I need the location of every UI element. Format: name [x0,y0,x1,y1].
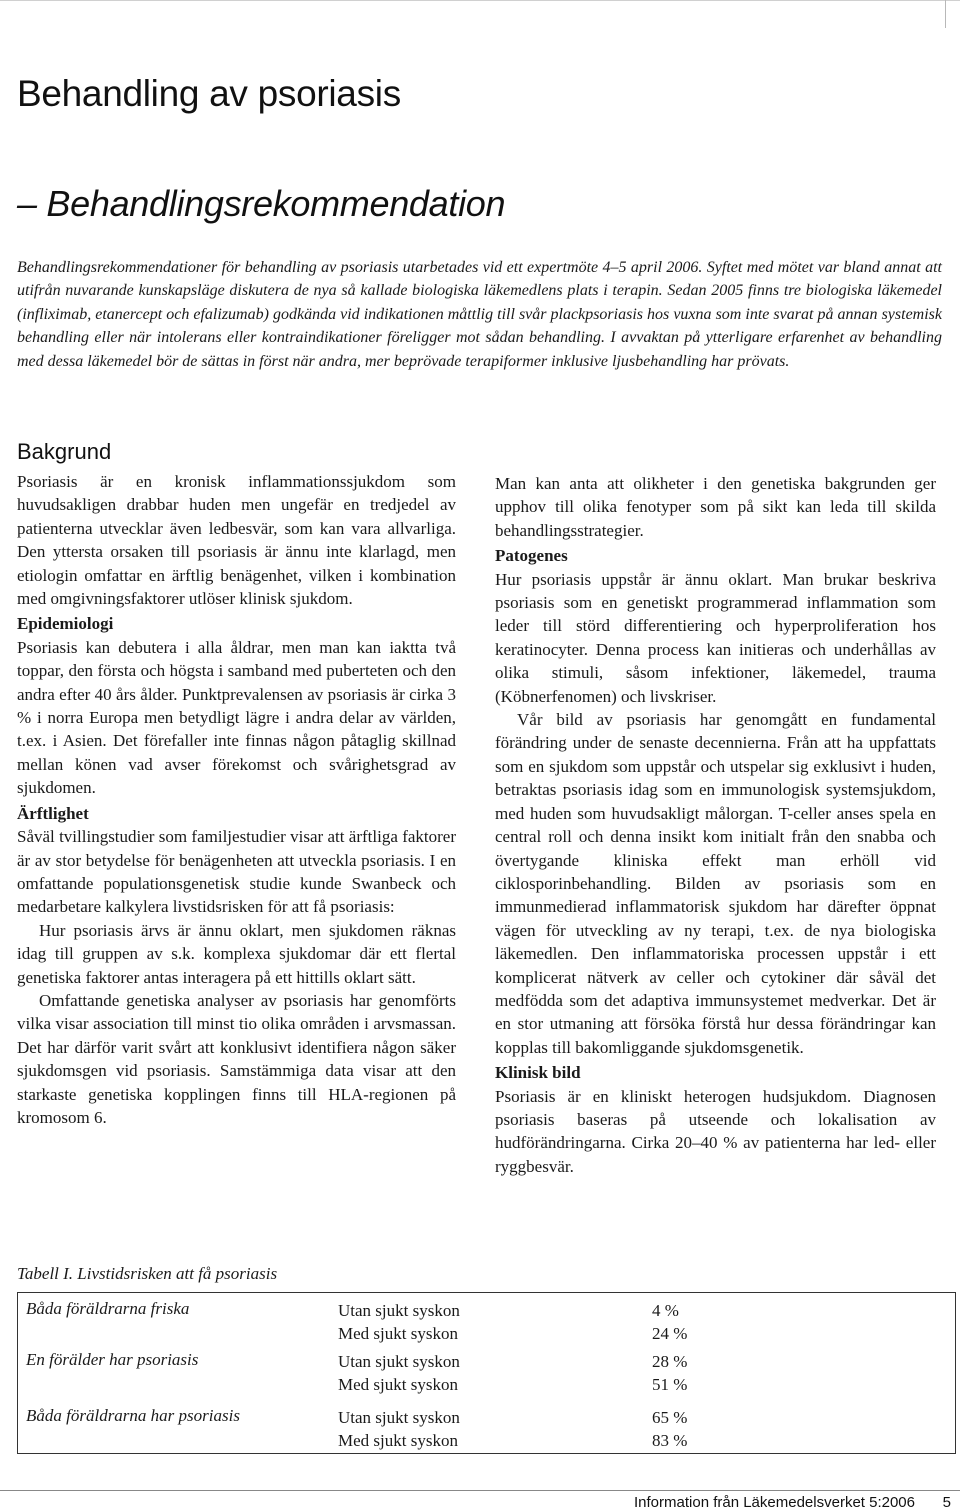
table-cell-risk-with: 24 % [652,1324,688,1344]
table-row [18,1346,955,1395]
left-column [17,470,456,1129]
paragraph-patogenes-1: Hur psoriasis uppstår är ännu oklart. Man brukar beskriva psoriasis som en genetiskt programmerad inflammation som leder till störd differentiering och hyperproliferation hos keratinocyter. Denna process kan initieras och underhållas av olika stimuli, såsom infektioner, läkemedel, trauma (Köbnerfenomen) och livskriser. [495,569,936,706]
table-row [18,1402,955,1451]
top-rule [0,0,960,1]
table-cell-without-sibling: Utan sjukt syskon [338,1408,460,1427]
table-cell-with-sibling: Med sjukt syskon [338,1375,458,1395]
table-cell-risk [652,1406,687,1453]
paragraph-epidemiologi: Psoriasis kan debutera i alla åldrar, men man kan iaktta två toppar, den första och högsta i samband med puberteten och den andra efter 40 års ålder. Punktprevalensen av psoriasis är cirka 3 % i norra Europa men betydligt lägre i andra delar av världen, t.ex. i Asien. Det förefaller inte finnas någon påtaglig skillnad mellan könen vad avser förekomst och svårighetsgrad av sjukdomen. [17,637,456,798]
paragraph-arftlighet-2: Hur psoriasis ärvs är ännu oklart, men sjukdomen räknas idag till gruppen av s.k. komplexa sjukdomar där ett flertal genetiska faktorer antas interagera på ett hittills oklart sätt. [17,920,456,987]
table-cell-risk-without: 4 % [652,1301,679,1320]
footer-rule [0,1490,960,1491]
table-row [18,1295,955,1344]
subheading-arftlighet: Ärftlighet [17,803,89,823]
footer-publication: Information från Läkemedelsverket 5:2006 [634,1494,915,1511]
table-cell-risk-with: 51 % [652,1375,688,1395]
page-subtitle: – Behandlingsrekommendation [17,183,506,224]
table-cell-group: Båda föräldrarna friska [26,1299,190,1318]
paragraph-patogenes-2: Vår bild av psoriasis har genomgått en fundamental förändring under de senaste decennierna. Från att ha uppfattats som en sjukdom som uppstår och utspelar sig exklusivt i huden, betraktas psoriasis idag som en immunologisk systemsjukdom, med huden som huvudsakligt målorgan. T-celler anses spela en central roll och denna insikt kom initialt från den snabba och övertygande kliniska effekt man erhöll vid ciklosporinbehandling. Bilden av psoriasis som en immunmedierad inflammatorisk sjukdom har därefter öppnat vägen för utveckling av ny terapi, t.ex. de nya biologiska läkemedlen. Den inflammatoriska processen uppstår i ett komplicerat nätverk av celler och cytokiner där såväl det medfödda som det adaptiva immunsystemet medverkar. Det är en stor utmaning att försöka förstå hur dessa förändringar kan kopplas till bakomliggande sjukdomsgenetik. [495,710,936,1057]
table-caption: Tabell I. Livstidsrisken att få psoriasis [17,1264,278,1283]
footer-page-number: 5 [942,1494,951,1511]
table-cell-risk-with: 83 % [652,1431,688,1451]
table-cell-with-sibling: Med sjukt syskon [338,1324,458,1344]
table-cell-sibling [338,1406,460,1453]
paragraph-bakgrund: Psoriasis är en kronisk inflammationssjukdom som huvudsakligen drabbar huden men ungefär en tredjedel av patienterna utvecklar även ledbesvär, som kan vara allvarliga. Den yttersta orsaken till psoriasis är ännu inte klarlagd, men etiologin omfattar en ärftlig benägenhet, vilken i kombination med omgivningsfaktorer utlöser klinisk sjukdom. [17,472,456,609]
table-cell-risk-without: 28 % [652,1352,688,1371]
intro-paragraph: Behandlingsrekommendationer för behandling av psoriasis utarbetades vid ett expertmöte 4–5 april 2006. Syftet med mötet var bland annat att utifrån nuvarande kunskapsläge diskutera de nya så kallade biologiska läkemedlens plats i terapin. Sedan 2005 finns tre biologiska läkemedel (infliximab, etanercept och efalizumab) godkända vid indikationen måttlig till svår plackpsoriasis hos vuxna som inte svarat på annan systemisk behandling eller när intolerans eller kontraindikationer föreligger mot sådan behandling. I avvaktan på ytterligare erfarenhet av behandling med dessa läkemedel bör de sättas in först när andra, mer beprövade terapiformer inklusive ljusbehandling har prövats. [17,259,942,370]
table-cell-without-sibling: Utan sjukt syskon [338,1352,460,1371]
right-column [495,472,936,1178]
table-cell-sibling [338,1350,460,1397]
subheading-epidemiologi: Epidemiologi [17,614,114,634]
table-cell-risk-without: 65 % [652,1408,688,1427]
corner-crop-mark [945,0,946,28]
subheading-klinisk-bild: Klinisk bild [495,1063,581,1083]
paragraph-arftlighet-1: Såväl tvillingstudier som familjestudier visar att ärftliga faktorer är av stor betydelse för benägenheten att utveckla psoriasis. I en omfattande populationsgenetisk studie kunde Swanbeck och medarbetare kalkylera livstidsrisken för att få psoriasis: [17,827,456,917]
subheading-patogenes: Patogenes [495,546,568,566]
table-cell-with-sibling: Med sjukt syskon [338,1431,458,1451]
table-cell-risk [652,1299,687,1346]
table-cell-risk [652,1350,687,1397]
paragraph-genetik: Man kan anta att olikheter i den genetiska bakgrunden ger upphov till olika fenotyper som på sikt kan leda till skilda behandlingsstrategier. [495,474,936,540]
paragraph-arftlighet-3: Omfattande genetiska analyser av psoriasis har genomförts vilka visar association till minst tio olika områden i arvsmassan. Det har därför varit svårt att konklusivt identifiera någon säker sjukdomsgen vid psoriasis. Samstämmiga data visar att den starkaste genetiska kopplingen finns till HLA-regionen på kromosom 6. [17,990,456,1127]
table-cell-sibling [338,1299,460,1346]
table-cell-group: En förälder har psoriasis [26,1350,199,1369]
table-cell-group: Båda föräldrarna har psoriasis [26,1406,240,1425]
risk-table [17,1292,956,1454]
paragraph-klinisk-bild: Psoriasis är en kliniskt heterogen hudsjukdom. Diagnosen psoriasis baseras på utseende och lokalisation av hudförändringarna. Cirka 20–40 % av patienterna har led- eller ryggbesvär. [495,1086,936,1176]
table-cell-without-sibling: Utan sjukt syskon [338,1301,460,1320]
page-title: Behandling av psoriasis [17,73,401,114]
section-heading-bakgrund: Bakgrund [17,439,112,464]
